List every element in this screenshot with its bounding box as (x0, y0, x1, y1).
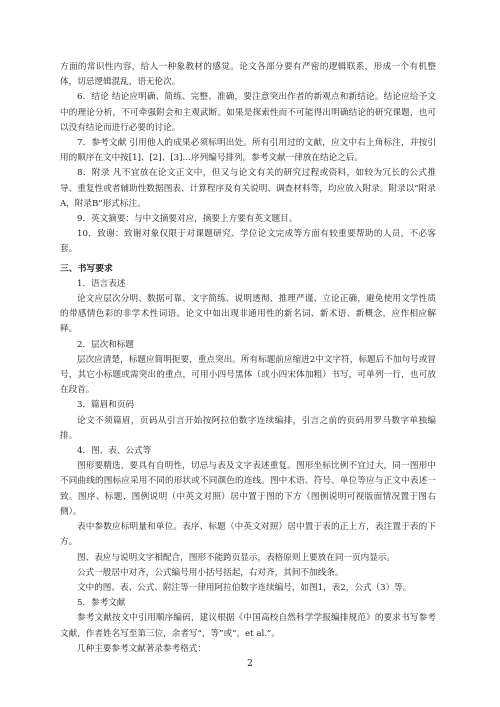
paragraph-figures: 图形要精选，要具有自明性，切忌与表及文字表述重复。图形坐标比例不宜过大，同一图形中不同曲线的图标应采用不同的形状或不同颜色的连线。图中术语、符号、单位等应与正文中表述一致。图序、标题、图例说明（中英文对照）居中置于图的下方（图例说明可视版面情况置于图右侧）。 (60, 461, 436, 517)
paragraph-figure-table-layout: 图、表应与说明文字相配合，图形不能跨页显示，表格原则上要放在同一页内显示。 (77, 552, 395, 563)
paragraph-conclusion: 6．结论 结论应明确、简练、完整、准确，要注意突出作者的新观点和新结论。结论应给予文中的理论分析，不可牵强附会和主观武断。如果是探索性而不可能得出明确结论的研究课题，也可以没有结论而进行必要的讨论。 (60, 92, 436, 133)
paragraph-tables: 表中参数应标明量和单位。表序、标题（中英文对照）居中置于表的正上方，表注置于表的下方。 (60, 522, 436, 548)
paragraph-numbering: 文中的图、表、公式、附注等一律用阿拉伯数字连续编号，如图1，表2，公式（3）等。 (77, 582, 412, 593)
paragraph-appendix: 8．附录 凡不宜放在论文正文中，但又与论文有关的研究过程或资料，如较为冗长的公式推导、重复性或者辅助性数据图表、计算程序及有关说明、调查材料等，均应放入附录。附录以“附录A，附录B”形式标注。 (60, 168, 436, 209)
paragraph-reference-formats-intro: 几种主要参考文献著录参考格式： (77, 643, 206, 654)
paragraph-levels-titles: 层次应清楚，标题应简明扼要，重点突出。所有标题前应缩进2中文字符，标题后不加句号或冒号，其它小标题或需突出的重点，可用小四号黑体（或小四宋体加粗）书写，可单列一行，也可放在段首。 (60, 354, 436, 396)
paragraph-references: 7．参考文献 引用他人的成果必须标明出处。所有引用过的文献，应文中右上角标注，并按引用的顺序在文中按[1]、[2]、[3]…序列编号排列。参考文献一律放在结论之后。 (60, 138, 436, 164)
paragraph-formulas: 公式一般居中对齐，公式编号用小括号括起，右对齐，其间不加线条。 (77, 567, 344, 578)
paragraph-language: 论文应层次分明、数据可靠、文字简练、说明透彻、推理严谨、立论正确，避免使用文学性质的带感情色彩的非学术性词语。论文中如出现非通用性的新名词、新术语、新概念，应作相应解释。 (60, 294, 436, 335)
paragraph-reference-rules: 参考文献按文中引用顺序编码，建议根据《中国高校自然科学学报编排规范》的要求书写参考文献，作者姓名写至第三位，余者写“，等”或“，et al.”。 (60, 613, 436, 639)
subheading-references: 5．参考文献 (77, 598, 126, 609)
paragraph-acknowledgement: 10．致谢：致谢对象仅限于对课题研究、学位论文完成等方面有较重要帮助的人员，不必客套。 (60, 229, 436, 255)
page-number: 2 (247, 659, 253, 669)
paragraph-intro-continuation: 方面的常识性内容，给人一种象教材的感觉。论文各部分要有严密的逻辑联系，形成一个有机整体，切忌逻辑混乱，语无伦次。 (60, 62, 436, 88)
subheading-levels-titles: 2．层次和标题 (77, 339, 135, 350)
subheading-header-page-number: 3．篇眉和页码 (77, 400, 135, 411)
section-heading-writing-requirements: 三、书写要求 (60, 263, 113, 274)
document-body (60, 60, 436, 657)
paragraph-english-abstract: 9．英文摘要：与中文摘要对应，摘要上方要有英文题目。 (77, 214, 298, 225)
subheading-language: 1．语言表述 (77, 278, 126, 289)
paragraph-header-page-number: 论文不须篇眉，页码从引言开始按阿拉伯数字连续编排，引言之前的页码用罗马数字单独编排。 (60, 415, 436, 441)
subheading-figures-tables-formulas: 4．图、表、公式等 (77, 446, 152, 457)
